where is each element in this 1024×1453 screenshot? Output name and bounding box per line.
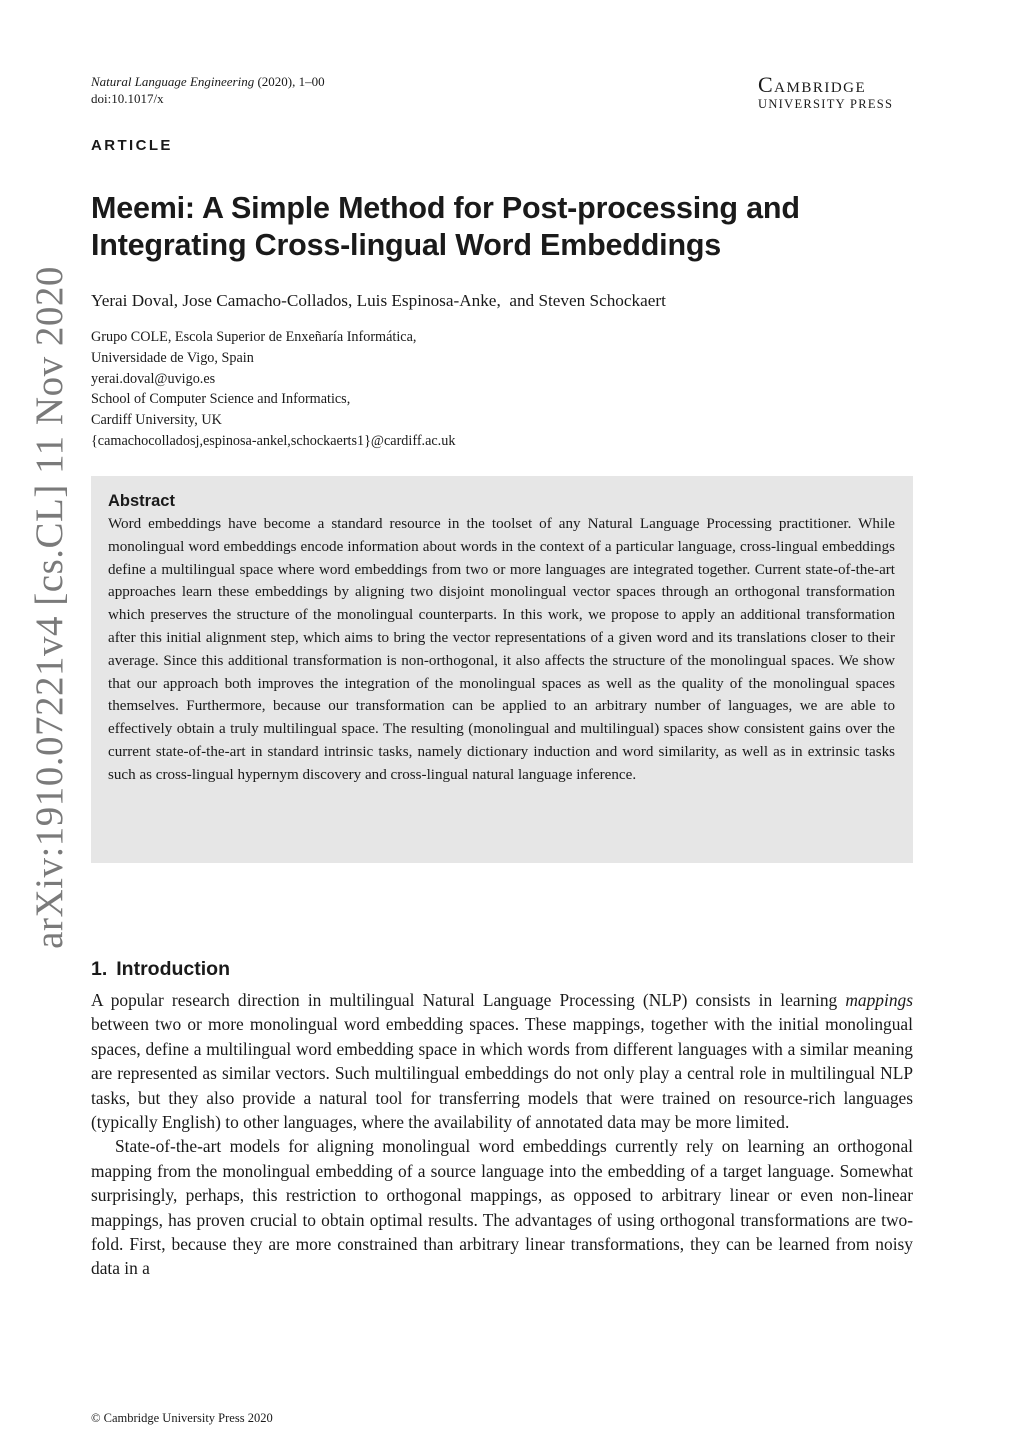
cambridge-logo — [758, 74, 893, 112]
paragraph — [91, 988, 913, 1134]
article-type-label: ARTICLE — [91, 137, 173, 154]
affiliations-block — [91, 327, 455, 452]
paragraph-text: A popular research direction in multilingual Natural Language Processing (NLP) consists in learning — [91, 990, 846, 1010]
paper-title: Meemi: A Simple Method for Post-processing and Integrating Cross-lingual Word Embeddings — [91, 191, 800, 262]
section-heading — [91, 958, 230, 981]
introduction-body — [91, 988, 913, 1281]
journal-name: Natural Language Engineering — [91, 74, 255, 89]
copyright-footer: © Cambridge University Press 2020 — [91, 1411, 273, 1425]
journal-doi: doi:10.1017/x — [91, 91, 164, 106]
section-title: Introduction — [116, 958, 230, 980]
affiliation-line: Universidade de Vigo, Spain — [91, 349, 254, 366]
affiliation-line: Cardiff University, UK — [91, 412, 222, 429]
affiliation-line: Grupo COLE, Escola Superior de Enxeñaría Informática, — [91, 329, 417, 345]
logo-line-2: UNIVERSITY PRESS — [758, 97, 894, 111]
section-number: 1. — [91, 958, 108, 980]
affiliation-email: yerai.doval@uvigo.es — [91, 370, 216, 387]
affiliation-email: {camachocolladosj,espinosa-ankel,schockaerts1}@cardiff.ac.uk — [91, 432, 456, 449]
arxiv-identifier-stamp — [19, 240, 79, 975]
logo-line-1: Cambridge — [758, 72, 867, 97]
arxiv-id-text: arXiv:1910.07221v4 [cs.CL] 11 Nov 2020 — [27, 266, 71, 949]
journal-header — [91, 73, 325, 107]
affiliation-line: School of Computer Science and Informatics, — [91, 391, 351, 408]
author-list: Yerai Doval, Jose Camacho-Collados, Luis Espinosa-Anke, and Steven Schockaert — [91, 291, 666, 310]
journal-year-pages: (2020), 1–00 — [254, 74, 325, 89]
abstract-text: Word embeddings have become a standard resource in the toolset of any Natural Language Processing practitioner. While monolingual word embeddings encode information about words in the context of a particular language, cross-lingual embeddings define a multilingual space where word embeddings from two or more languages are integrated together. Current state-of-the-art approaches learn these embeddings by aligning two disjoint monolingual vector spaces through an orthogonal transformation which preserves the structure of the monolingual counterparts. In this work, we propose to apply an additional transformation after this initial alignment step, which aims to bring the vector representations of a given word and its translations closer to their average. Since this additional transformation is non-orthogonal, it also affects the structure of the monolingual spaces. We show that our approach both improves the integration of the monolingual spaces as well as the quality of the monolingual spaces themselves. Furthermore, because our transformation can be applied to an arbitrary number of languages, we are able to effectively obtain a truly multilingual space. The resulting (monolingual and multilingual) spaces show consistent gains over the current state-of-the-art in standard intrinsic tasks, namely dictionary induction and word similarity, as well as in extrinsic tasks such as cross-lingual hypernym discovery and cross-lingual natural language inference. — [108, 516, 895, 783]
emphasis-text: mappings — [845, 990, 913, 1010]
paragraph: State-of-the-art models for aligning monolingual word embeddings currently rely on learning an orthogonal mapping from the monolingual embedding of a source language into the embedding of a target language. Somewhat surprisingly, perhaps, this restriction to orthogonal mappings, as opposed to arbitrary linear or even non-linear mappings, has proven crucial to obtain optimal results. The advantages of using orthogonal transformations are two-fold. First, because they are more constrained than arbitrary linear transformations, they can be learned from noisy data in a — [91, 1136, 913, 1279]
abstract-heading: Abstract — [108, 492, 175, 510]
paragraph-text: between two or more monolingual word embedding spaces. These mappings, together with the initial monolingual spaces, define a multilingual word embedding space in which words from different languages with a similar meaning are represented as similar vectors. Such multilingual embeddings do not only play a central role in multilingual NLP tasks, but they also provide a natural tool for transferring models that were trained on resource-rich languages (typically English) to other languages, where the availability of annotated data may be more limited. — [91, 1014, 913, 1133]
